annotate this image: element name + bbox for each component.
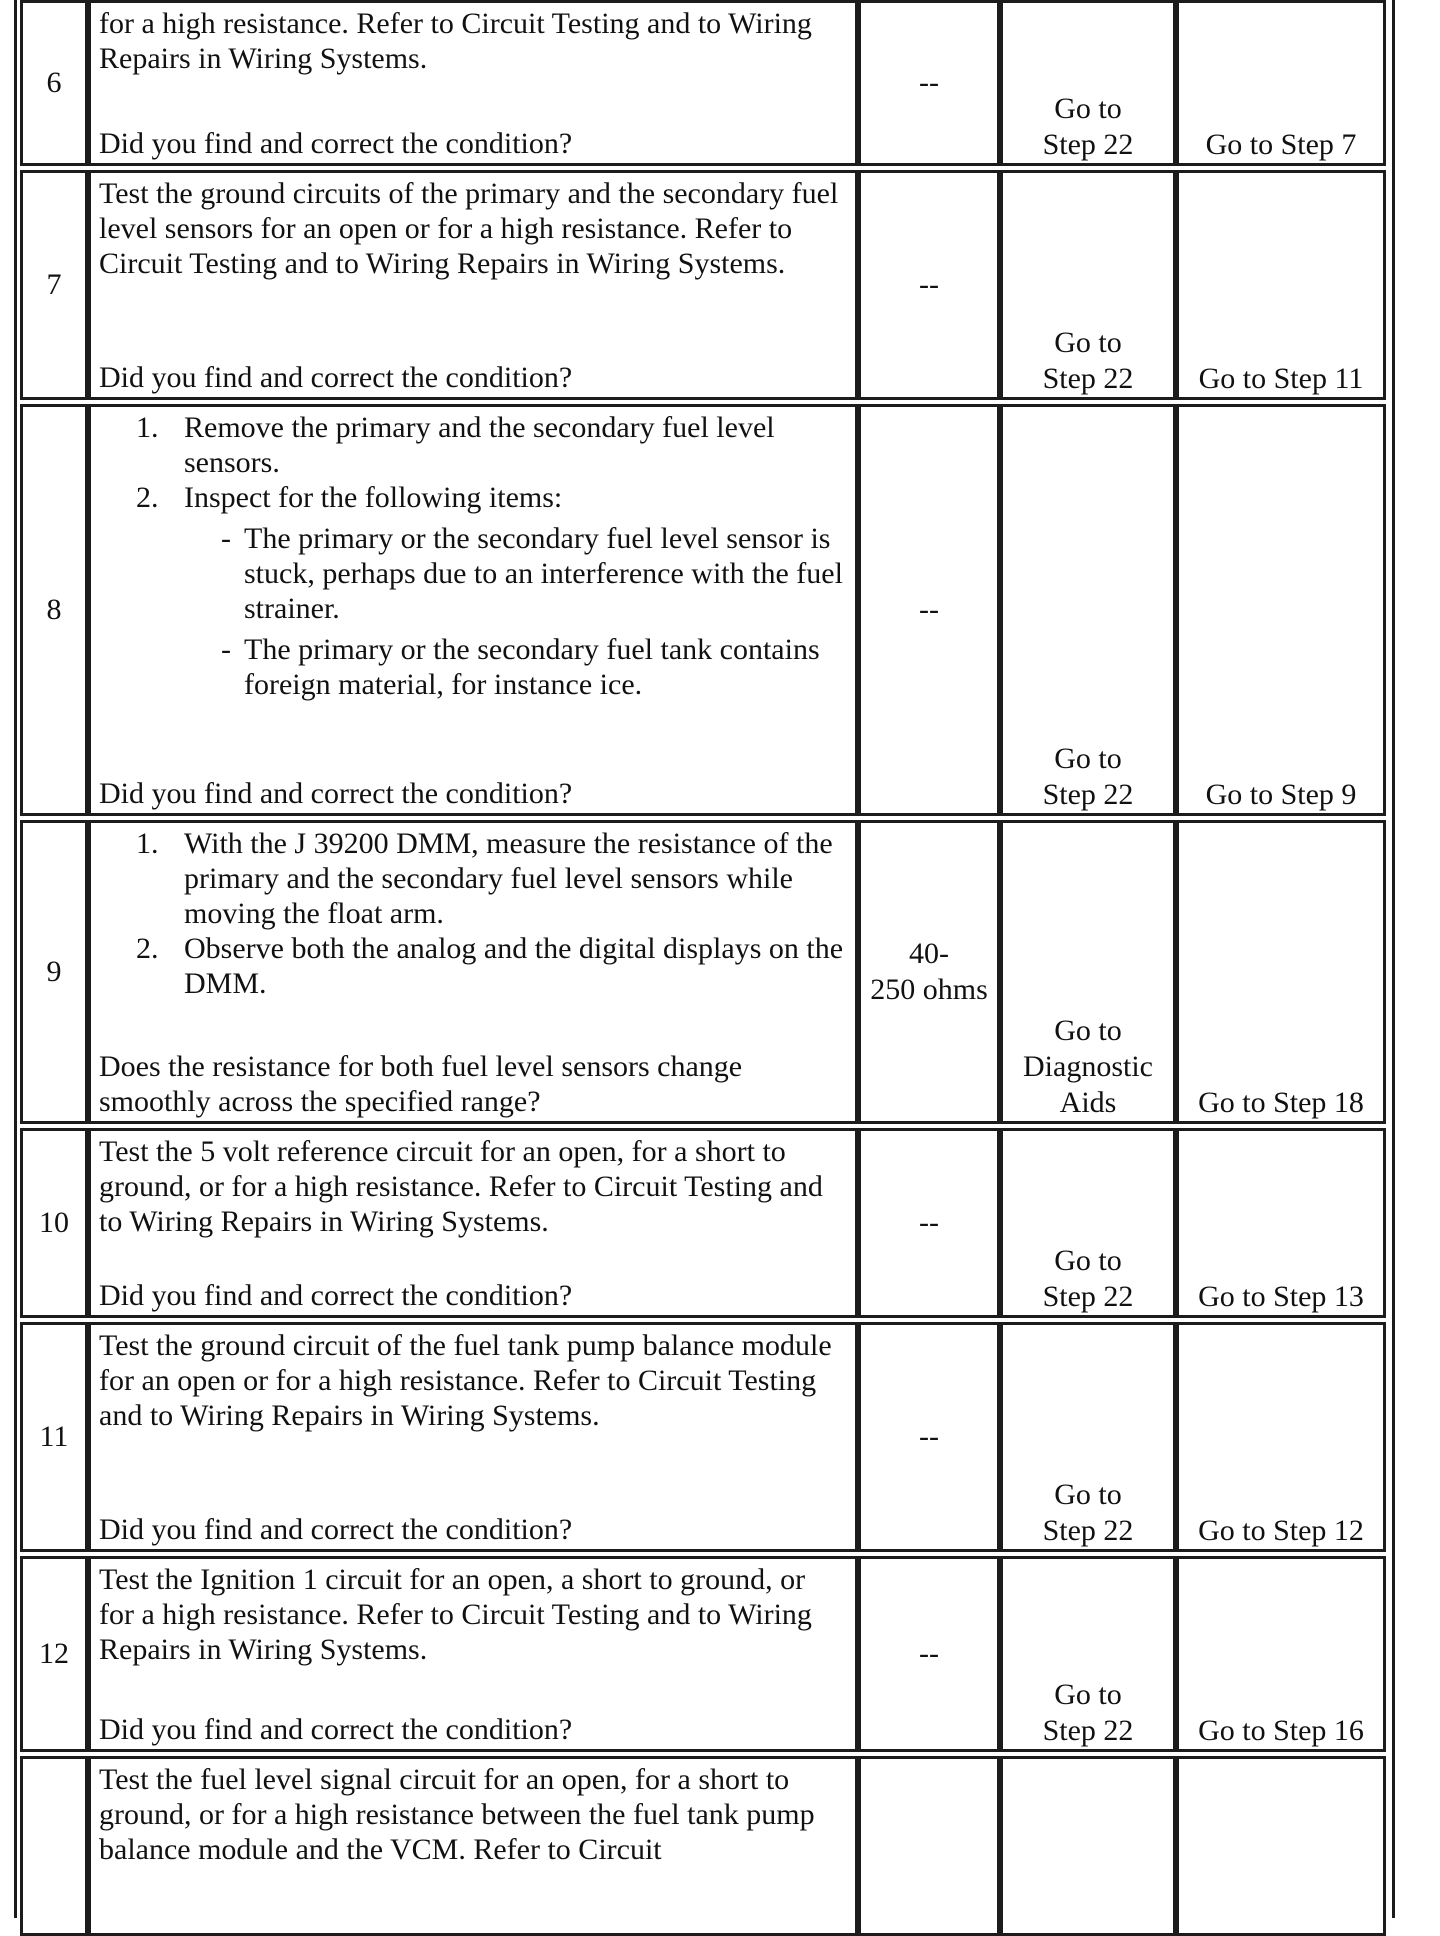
no-text: Go to Step 7 [1205, 128, 1357, 161]
no-cell [1176, 1556, 1386, 1752]
inspection-text: The primary or the secondary fuel level sensor is stuck, perhaps due to an interference with the fuel strainer. [244, 522, 843, 625]
no-cell [1176, 170, 1386, 400]
action-cell [88, 404, 858, 816]
step-number-text: 11 [39, 1420, 69, 1453]
question-text: Does the resistance for both fuel level sensors change smoothly across the specified range? [99, 1050, 743, 1118]
yes-line: Go to [1054, 1014, 1122, 1047]
no-cell [1176, 1756, 1386, 1936]
yes-line: Diagnostic [1023, 1050, 1153, 1083]
action-text: Test the Ignition 1 circuit for an open, a short to ground, or for a high resistance. Refer to Circuit Testing and to Wiring Repairs in Wiring Systems. [99, 1563, 812, 1666]
yes-cell [1000, 1556, 1176, 1752]
question-text: Did you find and correct the condition? [99, 361, 573, 394]
no-cell [1176, 820, 1386, 1124]
step-number [20, 820, 88, 1124]
action-cell [88, 1128, 858, 1318]
no-cell [1176, 1322, 1386, 1552]
instruction-item: 1. Remove the primary and the secondary fuel level sensors. [136, 411, 775, 479]
question-text: Did you find and correct the condition? [99, 1713, 573, 1746]
yes-line: Go to [1054, 1244, 1122, 1277]
action-text: Test the ground circuit of the fuel tank pump balance module for an open or for a high resistance. Refer to Circuit Testing and to Wiring Repairs in Wiring Systems. [99, 1329, 832, 1432]
inspection-text: The primary or the secondary fuel tank contains foreign material, for instance ice. [244, 633, 820, 701]
instruction-list [99, 410, 847, 515]
action-text: Test the fuel level signal circuit for an open, for a short to ground, or for a high resistance between the fuel tank pump balance module and the VCM. Refer to Circuit [99, 1763, 815, 1866]
no-text: Go to Step 18 [1198, 1086, 1364, 1119]
question-text: Did you find and correct the condition? [99, 127, 573, 160]
instruction-text: Observe both the analog and the digital displays on the DMM. [184, 932, 844, 1000]
action-text: Test the ground circuits of the primary and the secondary fuel level sensors for an open or for a high resistance. Refer to Circuit Testing and to Wiring Repairs in Wiring Systems. [99, 177, 839, 280]
yes-line: Step 22 [1042, 362, 1134, 395]
inspection-item: - The primary or the secondary fuel tank contains foreign material, for instance ice. [221, 633, 820, 701]
instruction-list [99, 826, 847, 1001]
action-text: for a high resistance. Refer to Circuit Testing and to Wiring Repairs in Wiring Systems. [99, 7, 812, 75]
yes-cell [1000, 1756, 1176, 1936]
action-cell [88, 0, 858, 166]
yes-cell [1000, 170, 1176, 400]
value-text: -- [919, 593, 939, 626]
yes-cell [1000, 404, 1176, 816]
no-cell [1176, 404, 1386, 816]
yes-line: Go to [1054, 326, 1122, 359]
step-number-text: 7 [46, 268, 62, 301]
value-cell [858, 820, 1000, 1124]
question-text: Did you find and correct the condition? [99, 777, 573, 810]
step-number [20, 1322, 88, 1552]
value-cell [858, 1128, 1000, 1318]
no-text: Go to Step 11 [1198, 362, 1364, 395]
left-outer-border [14, 0, 17, 1918]
value-text: -- [919, 66, 939, 99]
instruction-text: Inspect for the following items: [184, 481, 563, 514]
yes-line: Step 22 [1042, 1280, 1134, 1313]
step-number-text: 10 [39, 1206, 69, 1239]
instruction-item: 2. Observe both the analog and the digital displays on the DMM. [136, 932, 844, 1000]
no-cell [1176, 1128, 1386, 1318]
action-cell [88, 1556, 858, 1752]
yes-cell [1000, 1128, 1176, 1318]
action-cell [88, 1756, 858, 1936]
step-number-text: 12 [39, 1637, 69, 1670]
yes-line: Step 22 [1042, 128, 1134, 161]
step-number [20, 170, 88, 400]
step-number [20, 0, 88, 166]
value-cell [858, 1556, 1000, 1752]
yes-line: Go to [1054, 1678, 1122, 1711]
yes-line: Step 22 [1042, 778, 1134, 811]
value-text: -- [919, 1420, 939, 1453]
action-text: Test the 5 volt reference circuit for an open, for a short to ground, or for a high resistance. Refer to Circuit Testing and to Wiring Repairs in Wiring Systems. [99, 1135, 823, 1238]
no-text: Go to Step 16 [1198, 1714, 1364, 1747]
yes-line: Step 22 [1042, 1514, 1134, 1547]
no-text: Go to Step 12 [1198, 1514, 1364, 1547]
yes-line: Go to [1054, 92, 1122, 125]
yes-cell [1000, 820, 1176, 1124]
inspection-item: - The primary or the secondary fuel level sensor is stuck, perhaps due to an interference with the fuel strainer. [221, 522, 843, 625]
action-cell [88, 170, 858, 400]
value-text: -- [919, 268, 939, 301]
value-cell [858, 0, 1000, 166]
instruction-item: 1. With the J 39200 DMM, measure the resistance of the primary and the secondary fuel level sensors while moving the float arm. [136, 827, 833, 930]
inspection-items-list [99, 515, 847, 702]
yes-cell [1000, 1322, 1176, 1552]
value-cell [858, 1322, 1000, 1552]
step-number [20, 1128, 88, 1318]
step-number [20, 1556, 88, 1752]
value-text: 250 ohms [870, 973, 988, 1006]
no-text: Go to Step 13 [1198, 1280, 1364, 1313]
action-cell [88, 1322, 858, 1552]
question-text: Did you find and correct the condition? [99, 1513, 573, 1546]
no-text: Go to Step 9 [1205, 778, 1357, 811]
value-text: 40- [909, 937, 949, 970]
yes-line: Go to [1054, 1478, 1122, 1511]
value-cell [858, 1756, 1000, 1936]
step-number-text: 8 [46, 593, 62, 626]
step-number [20, 404, 88, 816]
right-outer-border [1392, 0, 1395, 1918]
value-text: -- [919, 1206, 939, 1239]
value-text: -- [919, 1637, 939, 1670]
value-cell [858, 170, 1000, 400]
yes-line: Go to [1054, 742, 1122, 775]
step-number [20, 1756, 88, 1936]
instruction-text: Remove the primary and the secondary fuel level sensors. [184, 411, 775, 479]
step-number-text: 9 [46, 955, 62, 988]
value-cell [858, 404, 1000, 816]
instruction-item: 2. Inspect for the following items: [136, 481, 563, 514]
question-text: Did you find and correct the condition? [99, 1279, 573, 1312]
instruction-text: With the J 39200 DMM, measure the resistance of the primary and the secondary fuel level sensors while moving the float arm. [184, 827, 833, 930]
yes-cell [1000, 0, 1176, 166]
yes-line: Step 22 [1042, 1714, 1134, 1747]
yes-line: Aids [1059, 1086, 1117, 1119]
action-cell [88, 820, 858, 1124]
step-number-text: 6 [46, 66, 62, 99]
no-cell [1176, 0, 1386, 166]
